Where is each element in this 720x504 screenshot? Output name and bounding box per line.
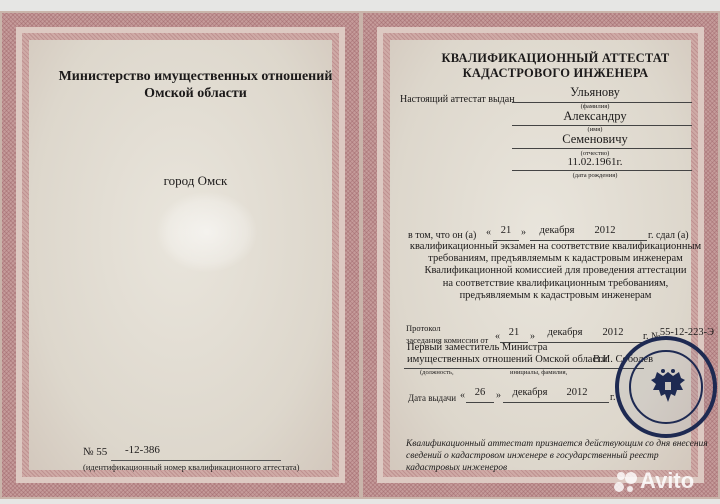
decorative-border: [363, 13, 718, 497]
protocol-number: 55-12-223-Э: [659, 327, 715, 338]
first-name-caption: (имя): [587, 126, 603, 133]
issue-date-label: Дата выдачи: [408, 393, 457, 403]
right-page: [361, 11, 720, 499]
exam-year: 2012: [594, 225, 616, 236]
validity-footnote: Квалификационный аттестат признается действующим со дня внесения сведений о кадастровом инженере в государственный реестр кадастровых инженеров: [406, 439, 708, 473]
issued-to-label: Настоящий аттестат выдан: [400, 94, 515, 105]
decorative-border: [2, 13, 359, 497]
protocol-label: Протокол: [406, 323, 441, 333]
id-number-value: -12-386: [125, 444, 160, 456]
id-number-caption: (идентификационный номер квалификационного аттестата): [83, 462, 300, 472]
issue-month: декабря: [512, 387, 548, 398]
surname: Ульянову: [570, 85, 620, 99]
issue-year: 2012: [566, 387, 588, 398]
exam-description: квалификационный экзамен на соответствие квалификационным требованиям, предъявляемым к кадастровым инженерам Квалификационной комиссией для проведения аттестации на соответствие квалификационным требованиям, предъявляемым к кадастровым инженерам: [409, 241, 702, 301]
id-number-line: [111, 460, 281, 461]
protocol-year: 2012: [602, 327, 624, 338]
exam-day: 21: [500, 225, 512, 236]
exam-suffix: г. сдал (а): [648, 230, 689, 241]
patronymic: Семеновичу: [562, 132, 628, 146]
certificate-spread: [0, 11, 720, 499]
left-page-paper: [29, 40, 332, 470]
official-seal-stamp: [615, 336, 717, 438]
protocol-month: декабря: [547, 327, 583, 338]
exam-month: декабря: [539, 225, 575, 236]
certificate-title: КВАЛИФИКАЦИОННЫЙ АТТЕСТАТ КАДАСТРОВОГО ИНЖЕНЕРА: [441, 51, 670, 80]
signatory-position-line1: Первый заместитель Министра: [407, 342, 548, 353]
double-headed-eagle-icon: [649, 366, 687, 406]
id-number-prefix: № 55: [83, 446, 108, 458]
protocol-session-label: заседания комиссии от: [406, 335, 489, 345]
patronymic-caption: (отчество): [580, 150, 610, 157]
avito-watermark: Avito: [640, 468, 695, 493]
exam-prefix: в том, что он (а): [408, 230, 477, 241]
surname-caption: (фамилия): [580, 103, 610, 110]
protocol-day: 21: [508, 327, 520, 338]
issuer-name: Министерство имущественных отношений Омской области: [58, 69, 333, 101]
right-page-paper: КВАЛИФИКАЦИОННЫЙ АТТЕСТАТ КАДАСТРОВОГО ИНЖЕНЕРА Настоящий аттестат выдан Ульянову (фамилия) Александру (имя) Семеновичу (отчество) 11.02.1961г. (дата рождения) в том, что он (а) « 21 » декабря 2012 г. сдал (а) квалификационный экзамен на соответствие квалификационным требованиям, предъявляемым к кадастровым инженерам Квалификационной комиссией для проведения аттестации на соответствие квалификационным требованиям, предъявляемым к кадастровым инженерам Протокол заседания комиссии от « 21 » декабря 2012 г. № 55-12-223-Э Первый заместитель Министра имущественных отношений Омской области В.И. Соболев (должность, инициалы, фамилия, Дата выдачи « 26 » декабря 2012 г. Квалификационный аттестат признается действующим со дня внесения сведений о кадастровом инженере в государственный реестр кадастровых инженеров: [390, 40, 691, 470]
avito-logo-icon: [614, 470, 640, 494]
left-page: [0, 11, 361, 499]
birth-date-caption: (дата рождения): [572, 172, 618, 179]
signatory-name: В.И. Соболев: [593, 354, 654, 365]
city: город Омск: [163, 173, 228, 188]
signatory-position-line2: имущественных отношений Омской области: [407, 354, 608, 365]
guilloche-rosette-icon: [157, 192, 257, 272]
birth-date: 11.02.1961г.: [567, 156, 623, 168]
first-name: Александру: [563, 109, 627, 123]
issue-day: 26: [474, 387, 486, 398]
